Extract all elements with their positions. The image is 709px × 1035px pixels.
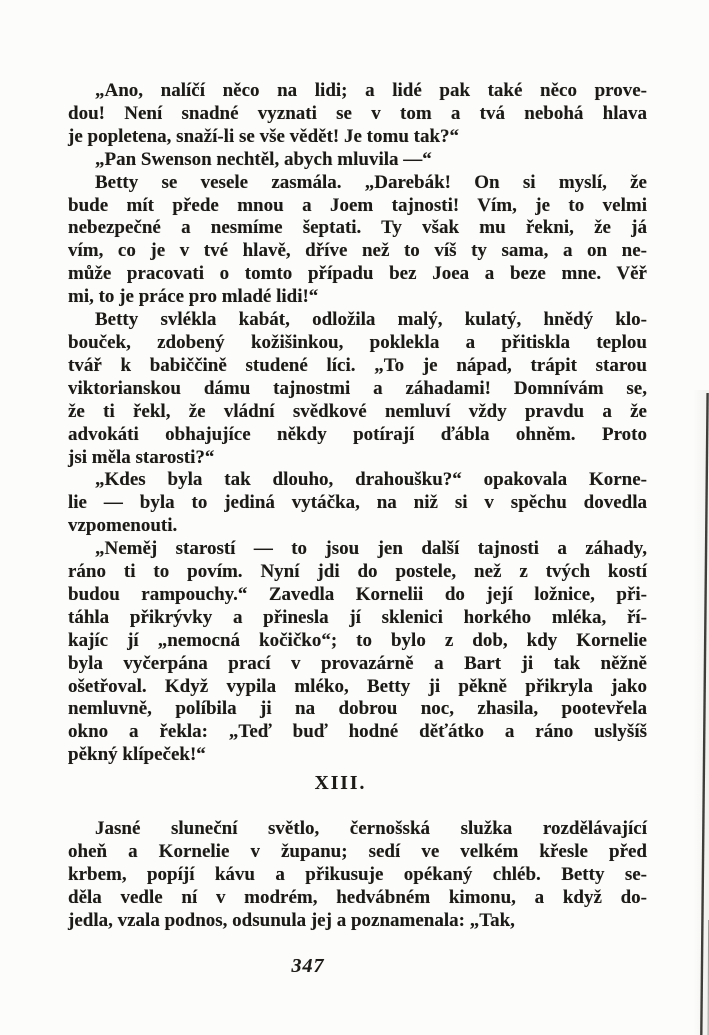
paragraph — [68, 538, 647, 767]
text-line: bouček, zdobený kožišinkou, poklekla a přitiskla teplou — [68, 331, 647, 353]
text-block — [68, 80, 647, 933]
text-line: vím, co je v tvé hlavě, dříve než to víš ty sama, a on ne- — [68, 240, 647, 262]
paragraph — [68, 149, 647, 172]
text-line: oheň a Kornelie v županu; sedí ve velkém křesle před — [68, 841, 647, 862]
text-line: lie — byla to jediná vytáčka, na niž si v spěchu dovedla — [68, 492, 647, 514]
text-line: krbem, popíjí kávu a přikusuje opékaný chléb. Betty se- — [68, 863, 647, 885]
text-line: jedla, vzala podnos, odsunula jej a poznamenala: „Tak, — [68, 909, 515, 931]
chapter-heading: XIII. — [314, 773, 367, 795]
text-line: „Ano, nalíčí něco na lidi; a lidé pak také něco prove- — [95, 80, 647, 101]
text-line: okno a řekla: „Teď buď hodné děťátko a ráno uslyšíš — [68, 721, 647, 743]
text-line: viktorianskou dámu tajnostmi a záhadami! Domnívám se, — [68, 377, 647, 399]
text-line: dou! Není snadné vyznati se v tom a tvá nebohá hlava — [68, 102, 647, 124]
text-line: kajíc jí „nemocná kočičko“; to bylo z dob, kdy Kornelie — [68, 629, 647, 651]
paragraph — [68, 80, 647, 149]
text-line: byla vyčerpána prací v provazárně a Bart ji tak něžně — [68, 652, 647, 674]
text-line: že ti řekl, že vládní svědkové nemluví vždy pravdu a že — [68, 400, 647, 422]
text-line: Betty svlékla kabát, odložila malý, kulatý, hnědý klo- — [95, 309, 647, 331]
text-line: budou rampouchy.“ Zavedla Kornelii do její ložnice, při- — [68, 583, 647, 605]
text-line: Betty se vesele zasmála. „Darebák! On si myslí, že — [95, 171, 647, 193]
text-line: Jasné sluneční světlo, černošská služka rozdělávající — [95, 818, 647, 840]
text-line: nebezpečné a nesmíme šeptati. Ty však mu řekni, že já — [68, 217, 647, 239]
text-line: „Neměj starostí — to jsou jen další tajnosti a záhady, — [95, 538, 647, 560]
text-line: může pracovati o tomto případu bez Joea a beze mne. Věř — [68, 263, 647, 285]
text-line: mi, to je práce pro mladé lidi!“ — [68, 286, 319, 308]
text-line: táhla přikrývky a přinesla jí sklenici horkého mléka, ří- — [68, 606, 647, 628]
paragraph — [68, 469, 647, 538]
text-line: „Kdes byla tak dlouho, drahoušku?“ opakovala Korne- — [95, 469, 647, 491]
text-line: děla vedle ní v modrém, hedvábném kimonu, a když do- — [68, 886, 647, 908]
text-line: ošetřoval. Když vypila mléko, Betty ji pěkně přikryla jako — [68, 675, 647, 697]
text-line: jsi měla starosti?“ — [68, 446, 215, 468]
paragraph — [68, 818, 647, 933]
text-line: je popletena, snaží-li se vše vědět! Je tomu tak?“ — [68, 125, 460, 147]
paragraph — [68, 309, 647, 469]
text-line: pěkný klípeček!“ — [68, 744, 206, 766]
paragraph — [68, 172, 647, 309]
scan-edge-shadow — [693, 390, 709, 1035]
text-line: „Pan Swenson nechtěl, abych mluvila —“ — [95, 148, 432, 170]
text-line: tvář k babiččině studené líci. „To je nápad, trápit starou — [68, 354, 647, 376]
text-line: ráno ti to povím. Nyní jdi do postele, než z tvých kostí — [68, 561, 647, 583]
text-line: advokáti obhajujíce někdy potírají ďábla ohněm. Proto — [68, 423, 647, 445]
text-line: nemluvně, políbila ji na dobrou noc, zhasila, pootevřela — [68, 698, 647, 720]
text-line: bude mít přede mnou a Joem tajnosti! Vím, je to velmi — [68, 194, 647, 216]
text-line: vzpomenouti. — [68, 515, 178, 537]
page-number: 347 — [291, 955, 325, 977]
